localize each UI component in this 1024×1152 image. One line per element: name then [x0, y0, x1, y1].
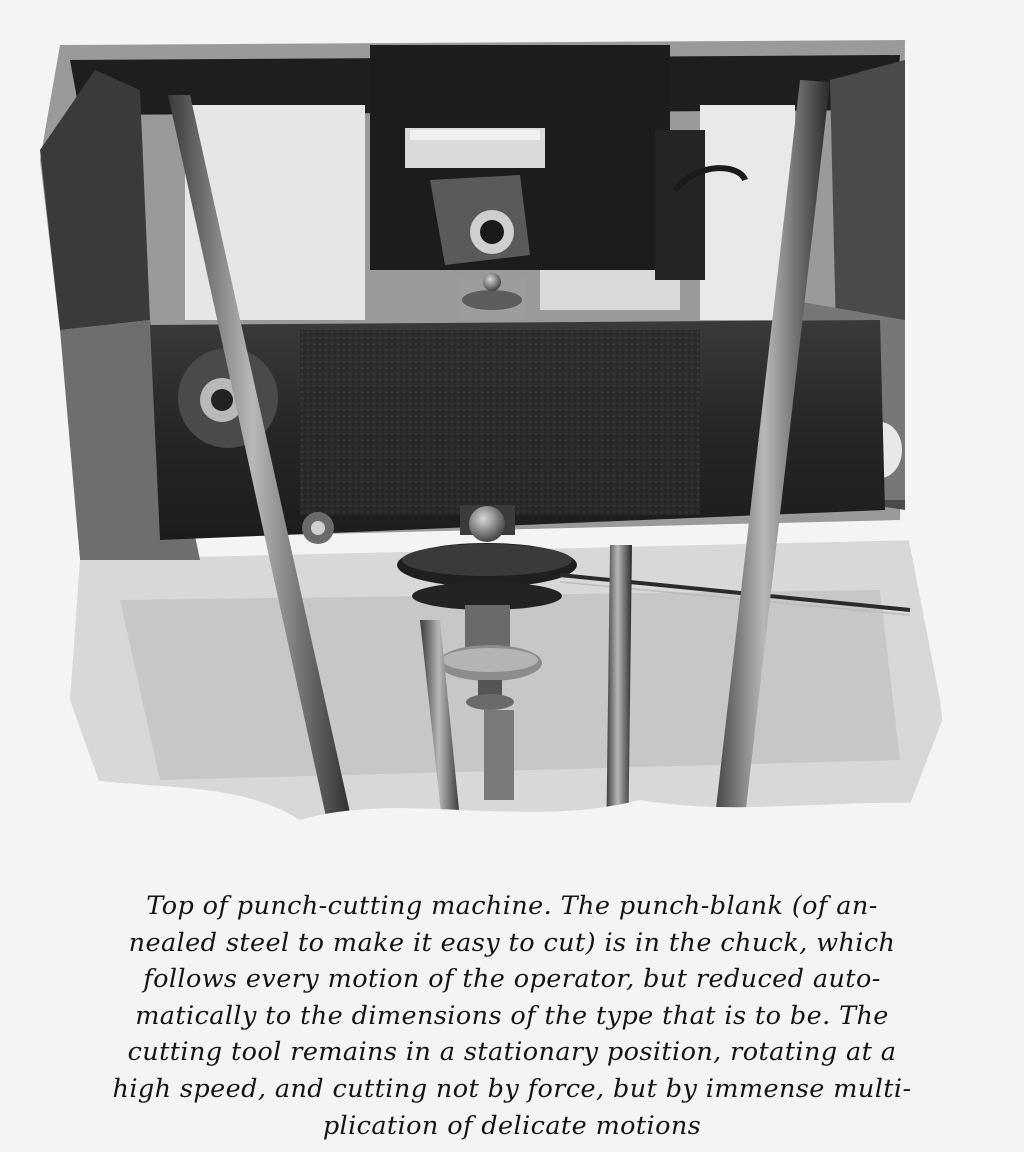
caption-line: plication of delicate motions [322, 1110, 702, 1141]
caption-line: Top of punch-cutting machine. The punch-blank (of an- [146, 891, 878, 921]
caption-line: high speed, and cutting not by force, but by immense multi- [112, 1073, 912, 1104]
caption-line: nealed steel to make it easy to cut) is in the chuck, which [128, 927, 896, 958]
caption-line: cutting tool remains in a stationary position, rotating at a [127, 1037, 897, 1068]
caption-line: follows every motion of the operator, but reduced auto- [143, 964, 881, 995]
caption-line: matically to the dimensions of the type that is to be. The [135, 1000, 889, 1031]
photo-caption [14, 888, 1010, 1144]
